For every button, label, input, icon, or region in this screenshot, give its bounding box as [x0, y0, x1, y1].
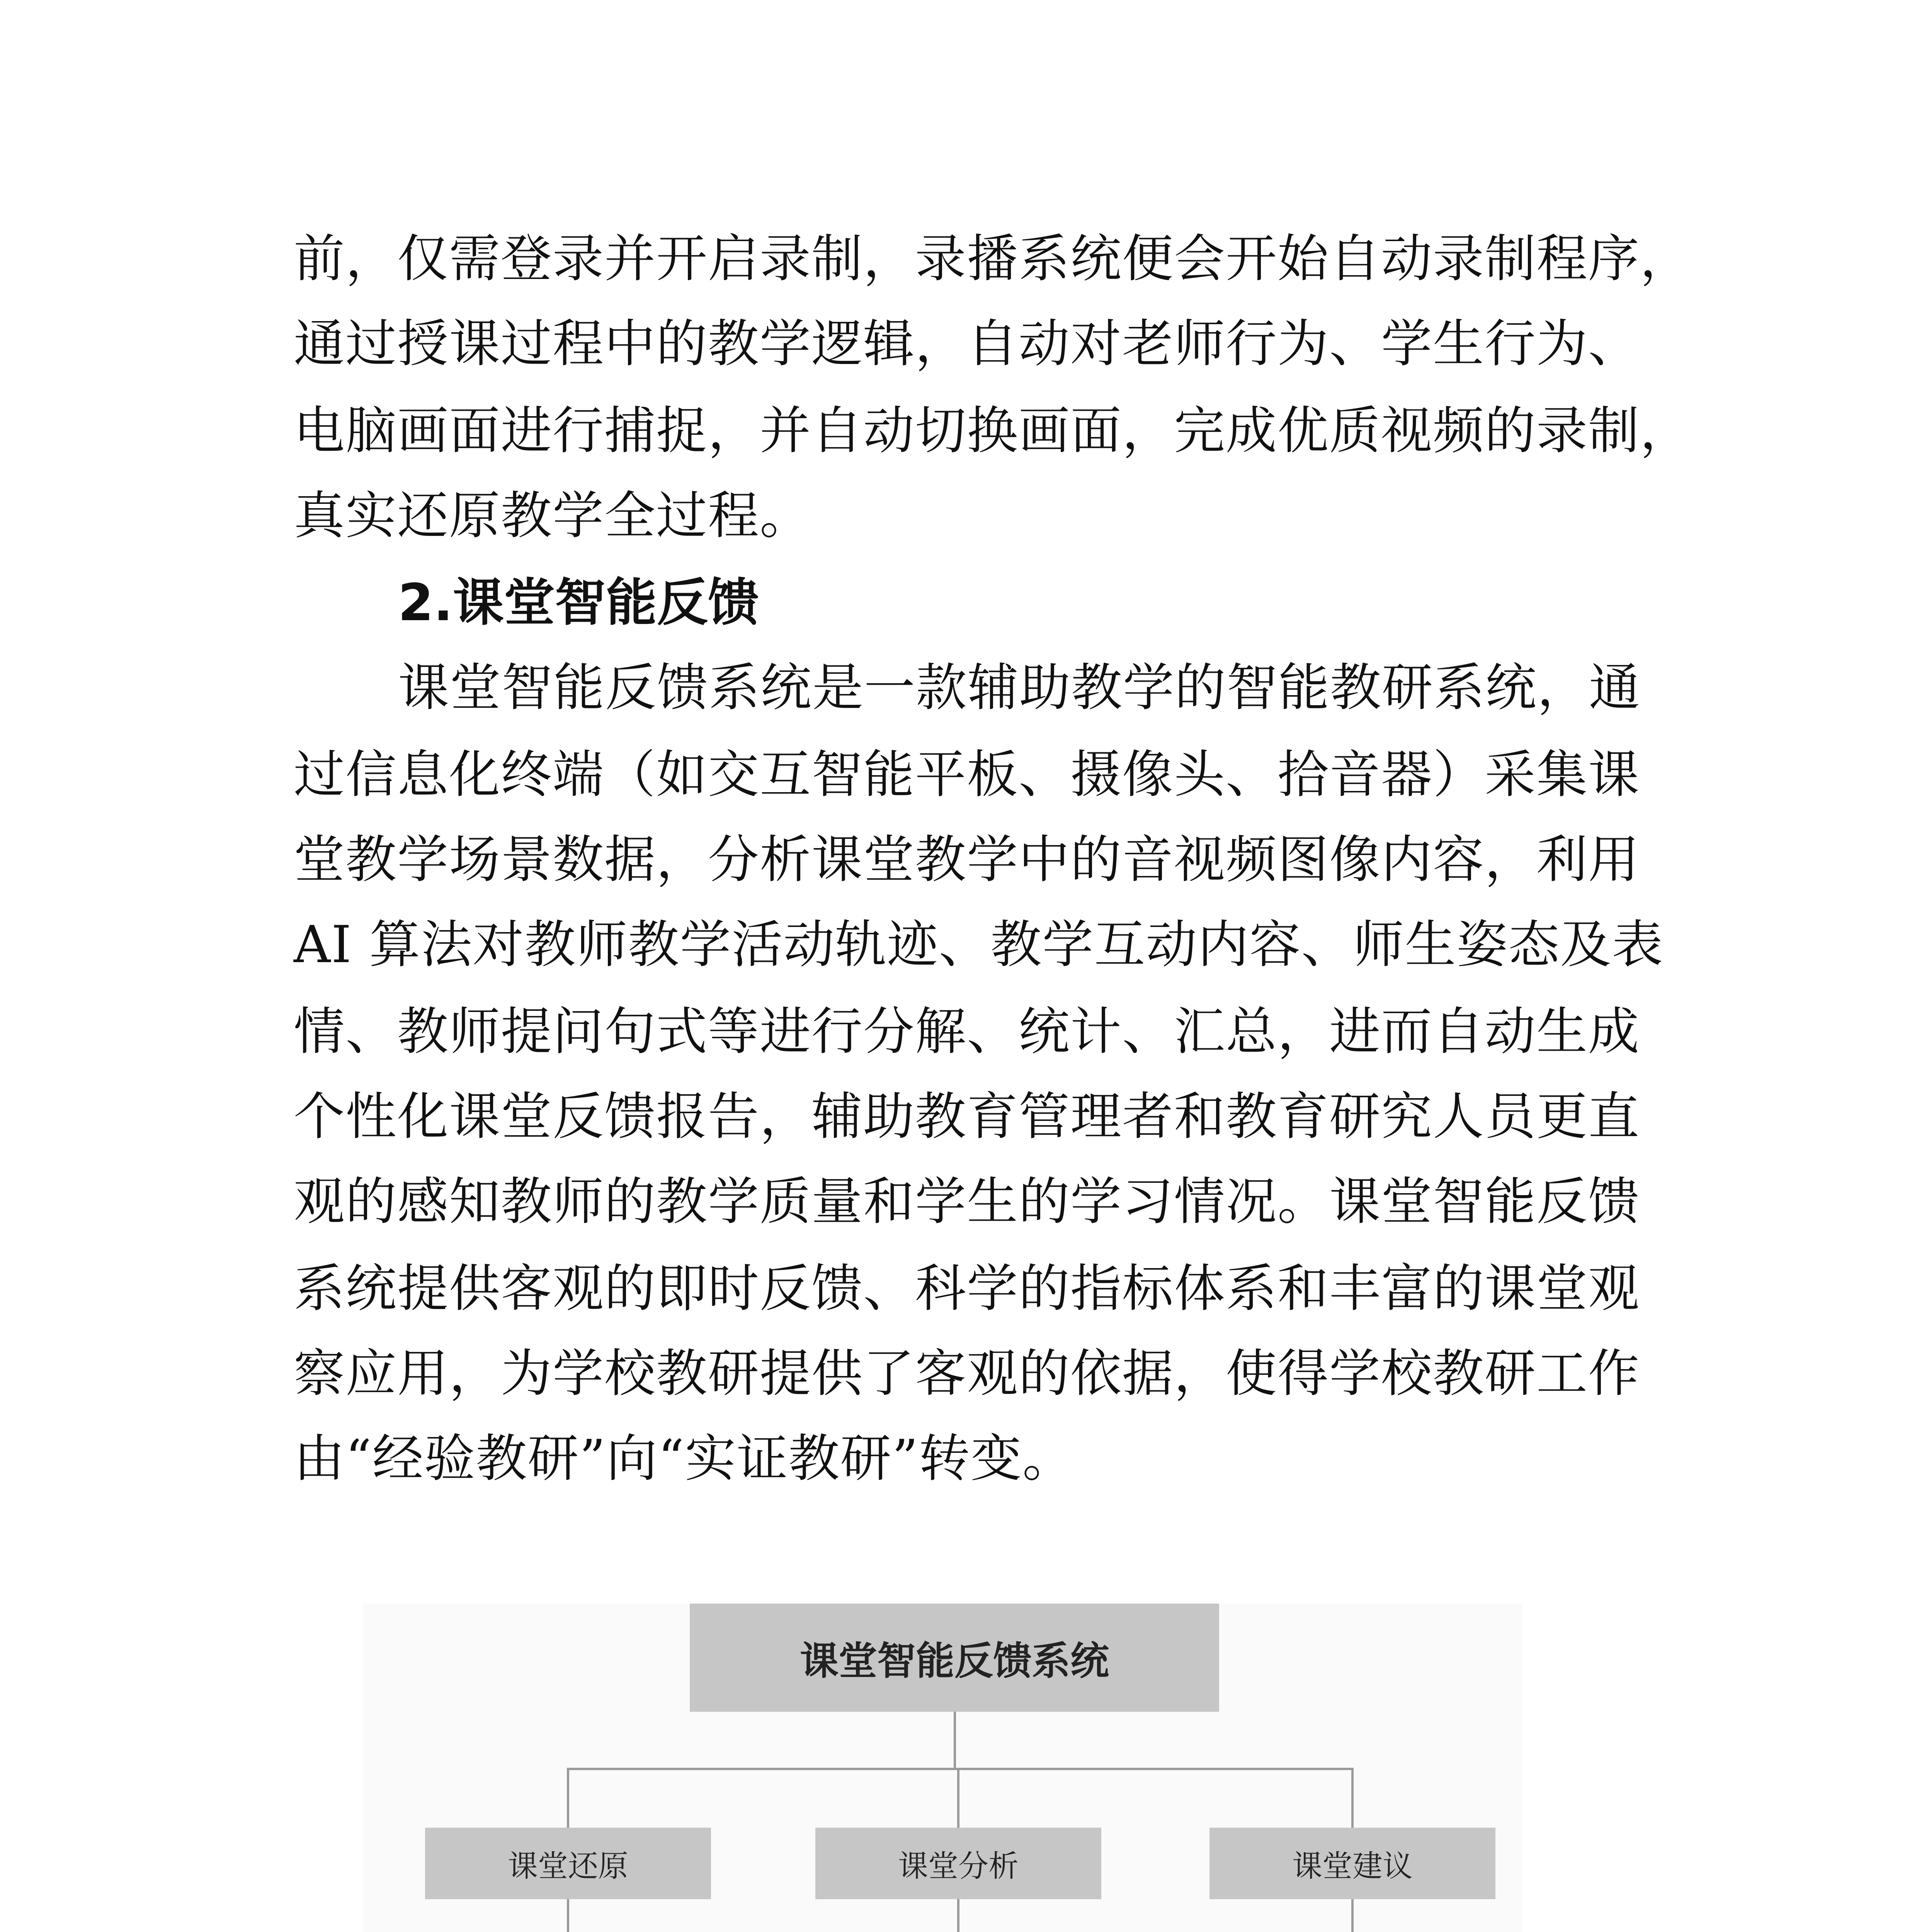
body-line: 真实还原教学全过程。 [294, 486, 811, 546]
body-line: 通过授课过程中的教学逻辑，自动对老师行为、学生行为、 [294, 314, 1640, 374]
body-line: 系统提供客观的即时反馈、科学的指标体系和丰富的课堂观 [294, 1259, 1640, 1318]
connector-line [567, 1899, 569, 1932]
body-line: 个性化课堂反馈报告，辅助教育管理者和教育研究人员更直 [294, 1087, 1640, 1146]
body-line: 前，仅需登录并开启录制，录播系统便会开始自动录制程序， [294, 229, 1692, 289]
body-line: 课堂智能反馈系统是一款辅助教学的智能教研系统，通 [398, 658, 1641, 718]
connector-line [567, 1768, 569, 1828]
body-line: 电脑画面进行捕捉，并自动切换画面，完成优质视频的录制， [294, 401, 1692, 461]
feedback-system-diagram [363, 1604, 1522, 1932]
connector-line [1351, 1899, 1354, 1932]
body-line: 察应用，为学校教研提供了客观的依据，使得学校教研工作 [294, 1344, 1640, 1403]
connector-line [957, 1768, 959, 1828]
body-line: 情、教师提问句式等进行分解、统计、汇总，进而自动生成 [294, 1002, 1640, 1061]
connector-line [954, 1712, 956, 1770]
diagram-branch-node: 课堂建议 [1209, 1828, 1495, 1899]
section-heading: 2.课堂智能反馈 [398, 573, 759, 633]
body-line: AI 算法对教师教学活动轨迹、教学互动内容、师生姿态及表 [294, 915, 1664, 975]
body-line: 观的感知教师的教学质量和学生的学习情况。课堂智能反馈 [294, 1172, 1640, 1231]
diagram-branch-node: 课堂还原 [425, 1828, 711, 1899]
connector-line [957, 1899, 959, 1932]
body-line: 堂教学场景数据，分析课堂教学中的音视频图像内容，利用 [294, 830, 1640, 889]
body-line: 过信息化终端（如交互智能平板、摄像头、拾音器）采集课 [294, 745, 1640, 804]
diagram-branch-node: 课堂分析 [815, 1828, 1101, 1899]
connector-line [1351, 1768, 1354, 1828]
body-line: 由“经验教研”向“实证教研”转变。 [294, 1429, 1074, 1488]
connector-line [567, 1768, 1354, 1770]
diagram-root-node: 课堂智能反馈系统 [690, 1604, 1219, 1712]
